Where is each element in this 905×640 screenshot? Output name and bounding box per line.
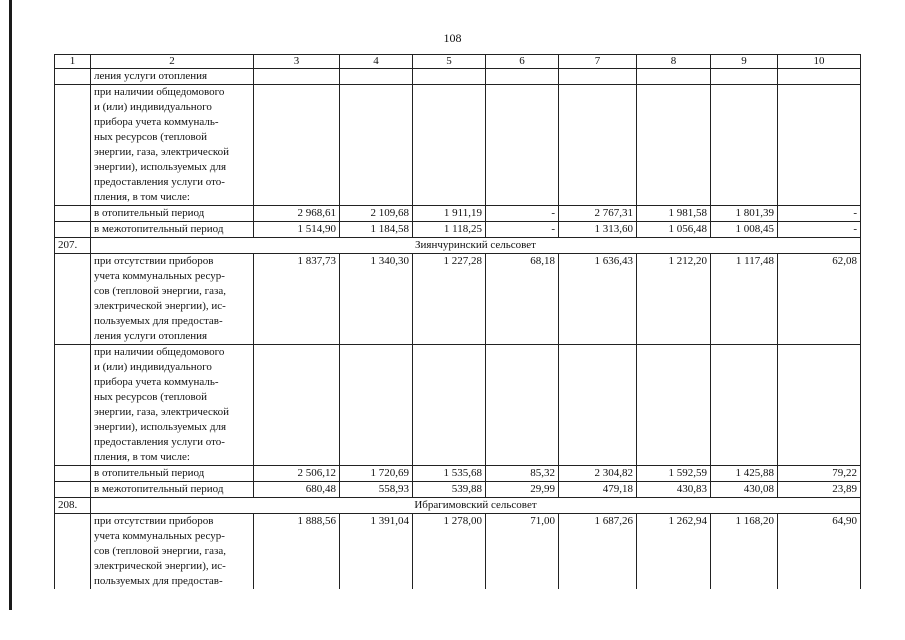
value-cell: 23,89	[778, 482, 861, 498]
value-cell: -	[778, 206, 861, 222]
header-cell: 4	[340, 55, 413, 69]
value-cell: 1 911,19	[413, 206, 486, 222]
header-cell: 7	[559, 55, 637, 69]
value-cell: 1 184,58	[340, 222, 413, 238]
table-row	[55, 514, 861, 590]
row-label: ления услуги отопления	[91, 69, 254, 85]
scan-edge-bar	[9, 0, 12, 610]
value-cell: 1 262,94	[637, 514, 711, 590]
table-row	[55, 206, 861, 222]
value-cell: 479,18	[559, 482, 637, 498]
table-row	[55, 69, 861, 85]
value-cell: 1 056,48	[637, 222, 711, 238]
value-cell: 1 837,73	[254, 254, 340, 345]
value-cell: 1 535,68	[413, 466, 486, 482]
header-cell: 9	[711, 55, 778, 69]
value-cell: 29,99	[486, 482, 559, 498]
value-cell: 1 720,69	[340, 466, 413, 482]
value-cell: 2 767,31	[559, 206, 637, 222]
value-cell: 71,00	[486, 514, 559, 590]
header-cell: 6	[486, 55, 559, 69]
row-label: при наличии общедомового и (или) индивидуального прибора учета коммуналь- ных ресурсов (тепловой энергии, газа, электрической энергии), используемых для предоставления услуги ото- пления, в том числе:	[91, 345, 254, 466]
row-label: в межотопительный период	[91, 482, 254, 498]
header-cell: 5	[413, 55, 486, 69]
table-row	[55, 466, 861, 482]
value-cell: 1 391,04	[340, 514, 413, 590]
value-cell: 558,93	[340, 482, 413, 498]
value-cell: 1 313,60	[559, 222, 637, 238]
value-cell: 2 506,12	[254, 466, 340, 482]
value-cell: 1 687,26	[559, 514, 637, 590]
section-row	[55, 498, 861, 514]
section-title: Зиянчуринский сельсовет	[91, 238, 861, 254]
value-cell: 2 304,82	[559, 466, 637, 482]
value-cell: 62,08	[778, 254, 861, 345]
row-label: при отсутствии приборов учета коммунальных ресур- сов (тепловой энергии, газа, электрической энергии), ис- пользуемых для предостав-	[91, 514, 254, 590]
table-row	[55, 482, 861, 498]
value-cell: 680,48	[254, 482, 340, 498]
table-row	[55, 85, 861, 206]
header-cell: 8	[637, 55, 711, 69]
value-cell: 79,22	[778, 466, 861, 482]
value-cell: 64,90	[778, 514, 861, 590]
row-label: при наличии общедомового и (или) индивидуального прибора учета коммуналь- ных ресурсов (тепловой энергии, газа, электрической энергии), используемых для предоставления услуги ото- пления, в том числе:	[91, 85, 254, 206]
value-cell: 539,88	[413, 482, 486, 498]
row-label: в межотопительный период	[91, 222, 254, 238]
value-cell: 2 968,61	[254, 206, 340, 222]
value-cell: 1 008,45	[711, 222, 778, 238]
row-label: при отсутствии приборов учета коммунальных ресур- сов (тепловой энергии, газа, электрической энергии), ис- пользуемых для предостав- ления услуги отопления	[91, 254, 254, 345]
value-cell: 1 592,59	[637, 466, 711, 482]
value-cell: 1 801,39	[711, 206, 778, 222]
value-cell: 1 118,25	[413, 222, 486, 238]
table-row	[55, 254, 861, 345]
value-cell: 1 514,90	[254, 222, 340, 238]
value-cell: 1 425,88	[711, 466, 778, 482]
value-cell: 430,08	[711, 482, 778, 498]
section-number: 208.	[55, 498, 91, 514]
value-cell: 1 340,30	[340, 254, 413, 345]
header-row	[55, 55, 861, 69]
value-cell: 2 109,68	[340, 206, 413, 222]
tariff-table	[54, 54, 861, 589]
value-cell: 430,83	[637, 482, 711, 498]
value-cell: -	[486, 222, 559, 238]
section-number: 207.	[55, 238, 91, 254]
value-cell: 85,32	[486, 466, 559, 482]
header-cell: 3	[254, 55, 340, 69]
row-label: в отопительный период	[91, 466, 254, 482]
header-cell: 10	[778, 55, 861, 69]
header-cell: 2	[91, 55, 254, 69]
section-row	[55, 238, 861, 254]
table-row	[55, 345, 861, 466]
value-cell: 68,18	[486, 254, 559, 345]
value-cell: 1 278,00	[413, 514, 486, 590]
table-row	[55, 222, 861, 238]
value-cell: -	[486, 206, 559, 222]
row-label: в отопительный период	[91, 206, 254, 222]
value-cell: -	[778, 222, 861, 238]
page-number: 108	[443, 31, 462, 45]
header-cell: 1	[55, 55, 91, 69]
value-cell: 1 636,43	[559, 254, 637, 345]
section-title: Ибрагимовский сельсовет	[91, 498, 861, 514]
value-cell: 1 227,28	[413, 254, 486, 345]
value-cell: 1 212,20	[637, 254, 711, 345]
value-cell: 1 981,58	[637, 206, 711, 222]
value-cell: 1 117,48	[711, 254, 778, 345]
value-cell: 1 888,56	[254, 514, 340, 590]
value-cell: 1 168,20	[711, 514, 778, 590]
